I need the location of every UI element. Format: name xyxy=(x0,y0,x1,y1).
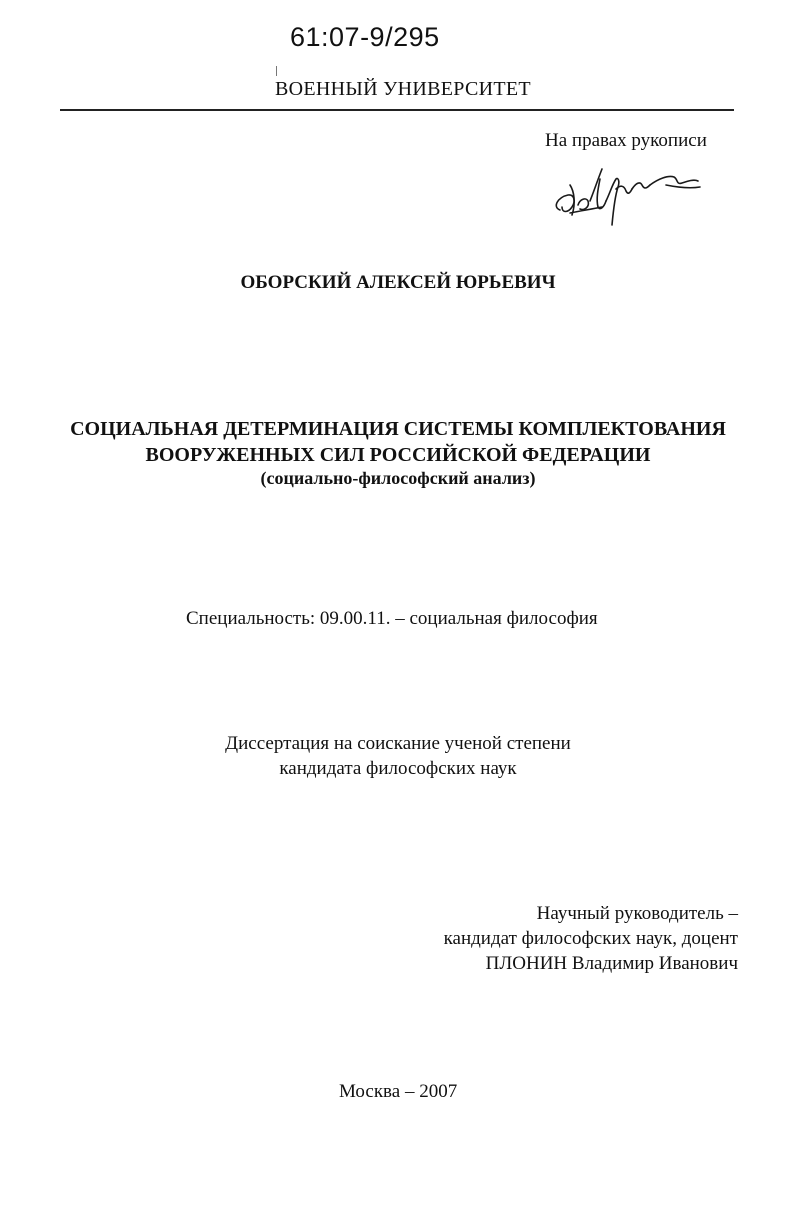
degree-line-2: кандидата философских наук xyxy=(279,758,517,779)
degree-statement xyxy=(0,731,796,781)
title-line-2: ВООРУЖЕННЫХ СИЛ РОССИЙСКОЙ ФЕДЕРАЦИИ xyxy=(145,444,651,466)
scan-mark xyxy=(276,66,277,76)
specialty: Специальность: 09.00.11. – социальная философия xyxy=(186,608,598,629)
university-name: ВОЕННЫЙ УНИВЕРСИТЕТ xyxy=(275,78,531,100)
signature xyxy=(550,155,710,235)
advisor-degree: кандидат философских наук, доцент xyxy=(443,928,738,949)
dissertation-subtitle: (социально-философский анализ) xyxy=(260,468,536,488)
dissertation-title xyxy=(0,416,796,468)
city-year: Москва – 2007 xyxy=(339,1081,458,1102)
degree-line-1: Диссертация на соискание ученой степени xyxy=(225,733,571,754)
title-line-1: СОЦИАЛЬНАЯ ДЕТЕРМИНАЦИЯ СИСТЕМЫ КОМПЛЕКТОВАНИЯ xyxy=(70,418,726,440)
scientific-advisor xyxy=(400,901,738,976)
advisor-name: ПЛОНИН Владимир Иванович xyxy=(485,953,738,974)
author-name: ОБОРСКИЙ АЛЕКСЕЙ ЮРЬЕВИЧ xyxy=(240,272,556,293)
header-rule xyxy=(60,109,734,111)
advisor-role: Научный руководитель – xyxy=(536,903,738,924)
catalog-number: 61:07-9/295 xyxy=(290,22,440,52)
rights-note: На правах рукописи xyxy=(545,130,707,151)
